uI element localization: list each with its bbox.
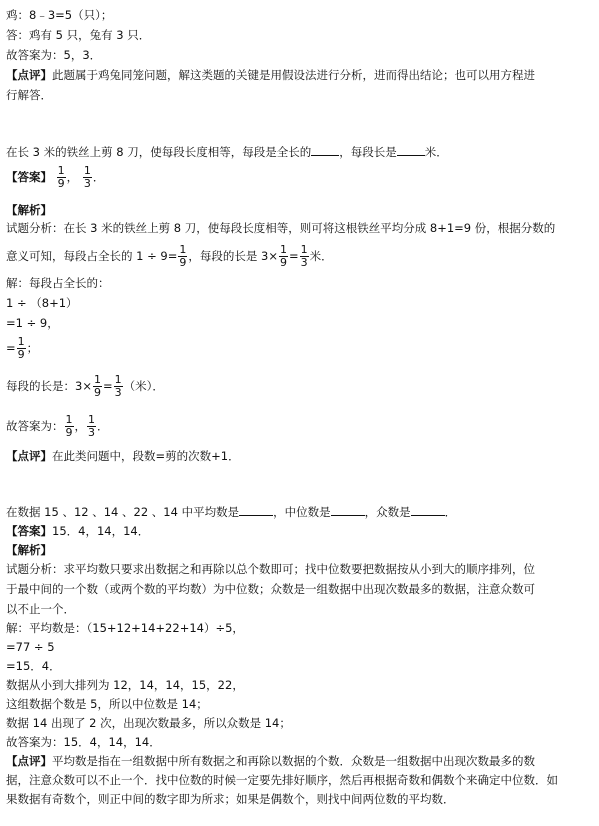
answer-line (6, 524, 149, 538)
final-answer-line: 故答案为： $\frac{1}{9}$ ， $\frac{1}{3}$ ． (6, 413, 109, 439)
analysis-line: 试题分析：求平均数只要求出数据之和再除以总个数即可；找中位数要把数据按从小到大的顺序排列，位 (6, 562, 535, 576)
comment-line (6, 754, 535, 768)
equals: = (288, 249, 299, 263)
fraction: $\frac{1}{9}$ (17, 335, 25, 361)
analysis-line: 于最中间的一个数（或两个数的平均数）为中位数；众数是一组数据中出现次数最多的数据，注意众数可 (6, 582, 535, 596)
question-text: 在长 3 米的铁丝上剪 8 刀，使每段长度相等，每段是全长的 (6, 145, 312, 159)
question-text: ，每段长是 (339, 145, 397, 159)
analysis-text: ，每段的长是 3× (188, 249, 278, 263)
fraction: $\frac{1}{3}$ (300, 243, 308, 269)
solution-line: = $\frac{1}{9}$ ； (6, 335, 39, 361)
solution-line: 解：平均数是：（15+12+14+22+14）÷5， (6, 621, 244, 635)
comment-line (6, 449, 240, 463)
comment-text: 此题属于鸡兔同笼问题，解这类题的关键是用假设法进行分析，进而得出结论；也可以用方程进 (52, 68, 535, 82)
analysis-line: 试题分析：在长 3 米的铁丝上剪 8 刀，使每段长度相等，则可将这根铁丝平均分成 8+1=9 份，根据分数的 (6, 221, 556, 235)
separator: ， (66, 170, 79, 184)
solution-line: 解：每段占全长的： (6, 276, 110, 290)
fraction: $\frac{1}{3}$ (88, 413, 95, 439)
answer-line (6, 165, 104, 190)
answer-tag: 【答案】 (6, 170, 52, 184)
comment-text: 在此类问题中，段数=剪的次数+1． (52, 449, 240, 463)
answer-blank (331, 505, 365, 516)
fraction-denominator: 3 (83, 177, 91, 190)
comment-line: 果数据有奇数个，则正中间的数字即为所求；如果是偶数个，则找中间两位数的平均数． (6, 792, 455, 806)
fraction (83, 165, 92, 190)
analysis-tag: 【解析】 (6, 203, 52, 217)
answer-tag: 【答案】 (6, 524, 52, 538)
analysis-line: 以不止一个． (6, 602, 75, 616)
solution-line: 数据 14 出现了 2 次，出现次数最多，所以众数是 14； (6, 716, 291, 730)
fraction: $\frac{1}{9}$ (279, 243, 287, 269)
analysis-text: 米． (309, 249, 333, 263)
comment-text: 平均数是指在一组数据中所有数据之和再除以数据的个数．众数是一组数据中出现次数最多的数 (52, 754, 535, 768)
fraction-denominator: 9 (57, 177, 65, 190)
fraction: $\frac{1}{9}$ (179, 243, 187, 269)
question-text: 米． (424, 145, 448, 159)
solution-line: 1 ÷ （8+1） (6, 296, 78, 310)
solution-line: 这组数据个数是 5，所以中位数是 14； (6, 697, 208, 711)
comment-tag: 【点评】 (6, 754, 52, 768)
fraction: $\frac{1}{3}$ (114, 373, 122, 399)
solution-line: =77 ÷ 5 (6, 640, 55, 654)
comment-tag: 【点评】 (6, 449, 52, 463)
solution-line: 数据从小到大排列为 12，14，14，15，22， (6, 678, 244, 692)
answer-blank (311, 145, 339, 156)
text-line: 鸡：8﹣3=5（只）； (6, 8, 113, 22)
comment-line: 行解答． (6, 88, 52, 102)
text-line: 故答案为：5，3． (6, 48, 102, 62)
answer-blank (239, 505, 273, 516)
solution-line: =1 ÷ 9， (6, 316, 59, 330)
analysis-tag: 【解析】 (6, 543, 52, 557)
question-line (6, 145, 448, 159)
fraction-numerator: 1 (57, 164, 65, 177)
comment-line: 据，注意众数可以不止一个．找中位数的时候一定要先排好顺序，然后再根据奇数和偶数个来确定中位数．如 (6, 773, 558, 787)
period: ． (92, 170, 105, 184)
solution-line: 每段的长是：3× $\frac{1}{9}$ = $\frac{1}{3}$ （米）． (6, 373, 164, 399)
solution-line: 故答案为：15．4，14，14． (6, 735, 161, 749)
fraction: $\frac{1}{9}$ (65, 413, 73, 439)
analysis-text: 意义可知，每段占全长的 1 ÷ 9= (6, 249, 178, 263)
comment-line (6, 68, 535, 82)
analysis-line (6, 244, 333, 269)
answer-text: 15．4，14，14． (52, 524, 150, 538)
comment-tag: 【点评】 (6, 68, 52, 82)
solution-line: =15．4． (6, 659, 61, 673)
fraction-numerator: 1 (83, 164, 91, 177)
fraction: $\frac{1}{9}$ (93, 373, 101, 399)
fraction (57, 165, 66, 190)
question-line: 在数据 15 、12 、14 、22 、14 中平均数是 ，中位数是 ，众数是 ． (6, 505, 457, 519)
answer-blank (411, 505, 445, 516)
text-line: 答：鸡有 5 只，兔有 3 只． (6, 28, 151, 42)
answer-blank (397, 145, 425, 156)
